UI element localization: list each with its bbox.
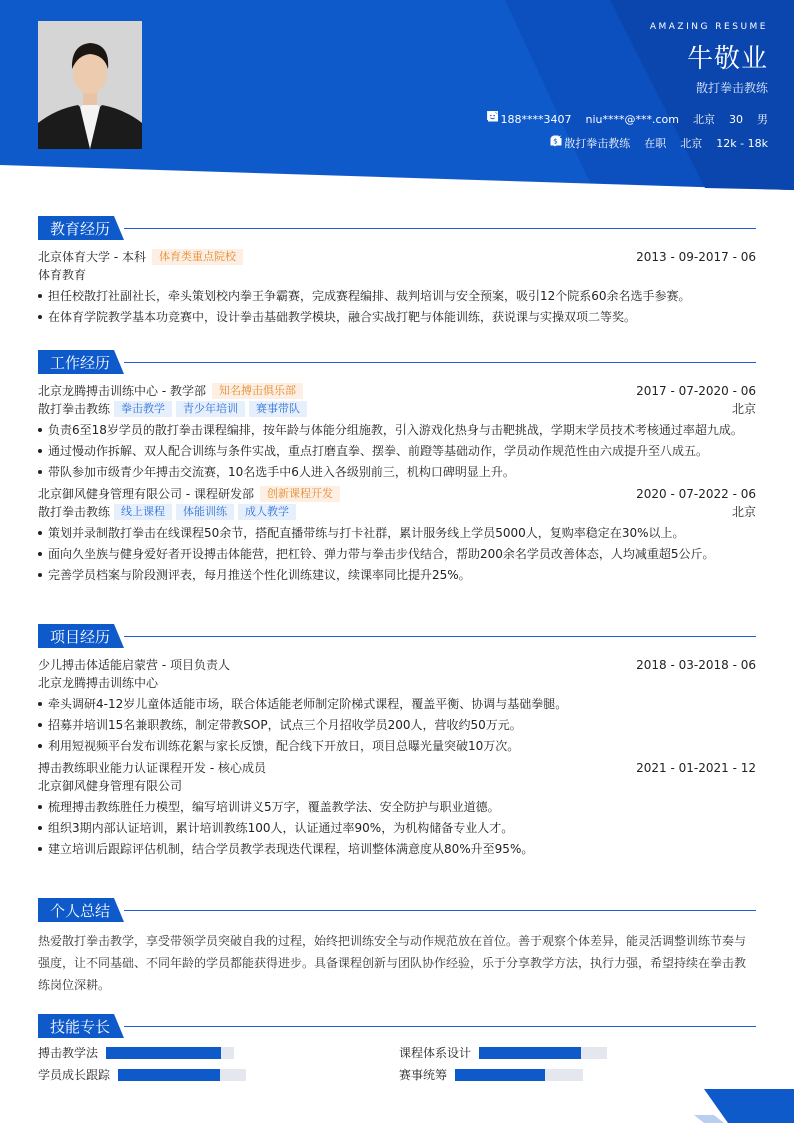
work-section <box>38 350 756 588</box>
skill-tag: 成人教学 <box>238 504 296 520</box>
skill-bar <box>106 1047 234 1059</box>
skill-fill <box>118 1069 220 1081</box>
major-name: 体育教育 <box>38 268 87 282</box>
footer-decoration <box>0 1083 794 1123</box>
city-text: 北京 <box>693 113 715 126</box>
skill-item <box>38 1044 234 1061</box>
phone-item <box>501 113 572 126</box>
skill-fill <box>455 1069 545 1081</box>
position-name: 散打拳击教练 <box>38 505 111 519</box>
project-org: 北京御风健身管理有限公司 <box>38 779 183 793</box>
target-job-text: 散打拳击教练 <box>564 137 631 150</box>
work-date: 2017 - 07-2020 - 06 <box>636 384 756 398</box>
list-item: 带队参加市级青少年搏击交流赛，10名选手中6人进入各级别前三，机构口碑明显上升。 <box>38 464 756 480</box>
skill-fill <box>479 1047 581 1059</box>
work-entry <box>38 382 756 480</box>
salary-text: 12k - 18k <box>716 136 768 150</box>
email-text: niu****@***.com <box>585 112 679 126</box>
work-date: 2020 - 07-2022 - 06 <box>636 487 756 501</box>
job-intent-row <box>550 135 768 151</box>
school-tag: 体育类重点院校 <box>152 249 243 265</box>
work-title: 工作经历 <box>50 354 111 372</box>
section-title <box>38 216 756 240</box>
project-name: 搏击教练职业能力认证课程开发 - 核心成员 <box>38 761 266 775</box>
skill-tag: 体能训练 <box>176 504 234 520</box>
skill-tag: 青少年培训 <box>176 401 245 417</box>
target-job-item <box>564 135 630 151</box>
skill-fill <box>106 1047 221 1059</box>
phone-text: 188****3407 <box>500 112 572 126</box>
resume-tagline: AMAZING RESUME <box>649 22 768 32</box>
skills-title: 技能专长 <box>50 1018 111 1036</box>
project-org: 北京龙腾搏击训练中心 <box>38 676 159 690</box>
project-entry <box>38 759 756 857</box>
skill-bar <box>479 1047 607 1059</box>
position-name: 散打拳击教练 <box>38 402 111 416</box>
project-entry <box>38 656 756 754</box>
skill-name: 搏击教学法 <box>38 1046 99 1060</box>
projects-title: 项目经历 <box>50 628 111 646</box>
summary-title: 个人总结 <box>50 902 111 920</box>
list-item: 面向久坐族与健身爱好者开设搏击体能营，把杠铃、弹力带与拳击步伐结合，帮助200余名学员改善体态，人均减重超5公斤。 <box>38 546 756 562</box>
project-name: 少儿搏击体适能启蒙营 - 项目负责人 <box>38 658 230 672</box>
education-date: 2013 - 09-2017 - 06 <box>636 250 756 264</box>
list-item: 负责6至18岁学员的散打拳击课程编排，按年龄与体能分组施教，引入游戏化热身与击靶挑战，学期末学员技术考核通过率超九成。 <box>38 422 756 438</box>
candidate-role: 散打拳击教练 <box>695 81 768 95</box>
skill-item <box>399 1044 607 1061</box>
face-icon <box>487 111 498 122</box>
company-name: 北京御风健身管理有限公司 - 课程研发部 <box>38 487 254 501</box>
skill-bar <box>455 1069 583 1081</box>
education-title: 教育经历 <box>50 220 111 238</box>
skill-name: 课程体系设计 <box>399 1046 472 1060</box>
list-item: 梳理搏击教练胜任力模型，编写培训讲义5万字，覆盖教学法、安全防护与职业道德。 <box>38 799 756 815</box>
work-entry <box>38 485 756 583</box>
education-section <box>38 216 756 330</box>
education-entry <box>38 248 756 325</box>
school-name: 北京体育大学 - 本科 <box>38 250 146 264</box>
gender-item <box>757 111 768 127</box>
skill-tag: 赛事带队 <box>249 401 307 417</box>
skill-tag: 拳击教学 <box>114 401 172 417</box>
section-title <box>38 350 756 374</box>
skill-item <box>38 1066 246 1083</box>
skill-name: 学员成长跟踪 <box>38 1068 111 1082</box>
skill-item <box>399 1066 583 1083</box>
gender-text: 男 <box>757 113 768 126</box>
status-text: 在职 <box>644 137 667 150</box>
project-date: 2021 - 01-2021 - 12 <box>636 761 756 775</box>
section-title <box>38 1014 756 1038</box>
skill-tag: 线上课程 <box>114 504 172 520</box>
list-item: 完善学员档案与阶段测评表，每月推送个性化训练建议，续课率同比提升25%。 <box>38 567 756 583</box>
project-date: 2018 - 03-2018 - 06 <box>636 658 756 672</box>
section-title <box>38 898 756 922</box>
candidate-name: 牛敬业 <box>686 44 768 74</box>
company-tag: 创新课程开发 <box>260 486 340 502</box>
list-item: 在体育学院教学基本功竞赛中，设计拳击基础教学模块，融合实战打靶与体能训练，获说课与实操双项二等奖。 <box>38 309 756 325</box>
age-text: 30 <box>729 112 743 126</box>
money-icon <box>550 135 561 146</box>
age-item <box>729 113 743 126</box>
contact-row <box>487 111 769 127</box>
skill-name: 赛事统筹 <box>399 1068 448 1082</box>
target-city-text: 北京 <box>680 137 703 150</box>
summary-text: 热爱散打拳击教学，享受带领学员突破自我的过程，始终把训练安全与动作规范放在首位。善于观察个体差异，能灵活调整训练节奏与强度，让不同基础、不同年龄的学员都能获得进步。具备课程创新与团队协作经验，乐于分享教学方法，执行力强，希望持续在拳击教练岗位深耕。 <box>38 934 747 992</box>
summary-section <box>38 898 756 996</box>
company-tag: 知名搏击俱乐部 <box>212 383 303 399</box>
list-item: 利用短视频平台发布训练花絮与家长反馈，配合线下开放日，项目总曝光量突破10万次。 <box>38 738 756 754</box>
work-city: 北京 <box>731 505 756 519</box>
section-title <box>38 624 756 648</box>
city-item <box>693 111 715 127</box>
company-name: 北京龙腾搏击训练中心 - 教学部 <box>38 384 206 398</box>
list-item: 通过慢动作拆解、双人配合训练与条件实战，重点打磨直拳、摆拳、前蹬等基础动作，学员动作规范性由六成提升至八成五。 <box>38 443 756 459</box>
projects-section <box>38 624 756 862</box>
work-city: 北京 <box>731 402 756 416</box>
skills-section <box>38 1014 756 1092</box>
list-item: 担任校散打社副社长，牵头策划校内拳王争霸赛，完成赛程编排、裁判培训与安全预案，吸引12个院系60余名选手参赛。 <box>38 288 756 304</box>
profile-photo <box>38 21 142 149</box>
list-item: 招募并培训15名兼职教练，制定带教SOP，试点三个月招收学员200人，营收约50万元。 <box>38 717 756 733</box>
email-item <box>586 113 680 126</box>
target-city-item <box>680 135 702 151</box>
list-item: 牵头调研4-12岁儿童体适能市场，联合体适能老师制定阶梯式课程，覆盖平衡、协调与基础拳腿。 <box>38 696 756 712</box>
list-item: 建立培训后跟踪评估机制，结合学员教学表现迭代课程，培训整体满意度从80%升至95%。 <box>38 841 756 857</box>
list-item: 组织3期内部认证培训，累计培训教练100人，认证通过率90%，为机构储备专业人才。 <box>38 820 756 836</box>
status-item <box>644 135 666 151</box>
list-item: 策划并录制散打拳击在线课程50余节，搭配直播带练与打卡社群，累计服务线上学员5000人，复购率稳定在30%以上。 <box>38 525 756 541</box>
resume-header <box>0 0 794 200</box>
svg-text:$: $ <box>553 136 559 146</box>
skill-bar <box>118 1069 246 1081</box>
